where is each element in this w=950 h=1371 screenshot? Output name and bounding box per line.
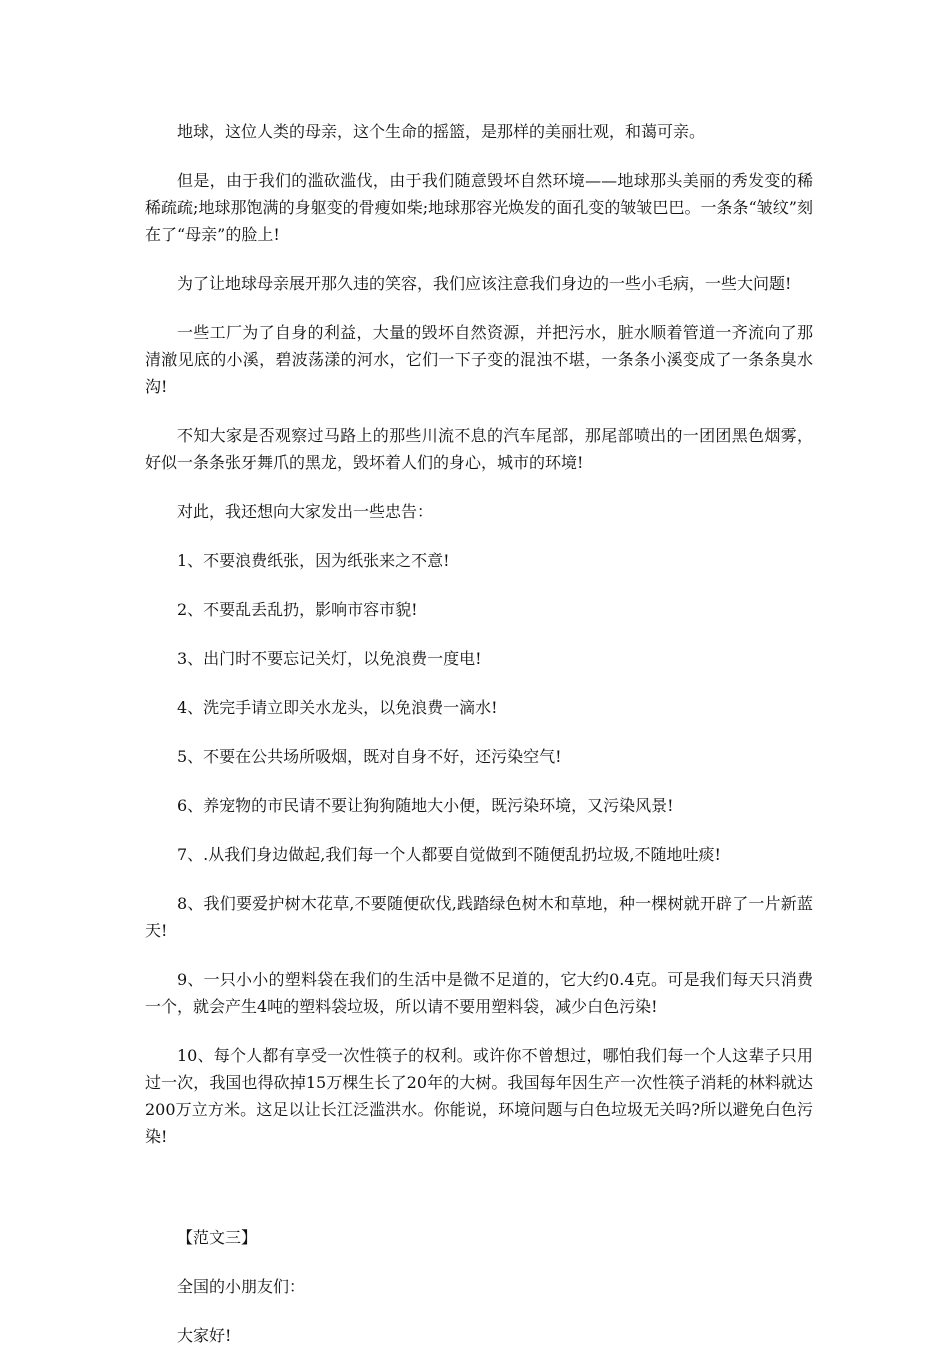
paragraph-earth-damage: 但是，由于我们的滥砍滥伐，由于我们随意毁坏自然环境——地球那头美丽的秀发变的稀稀疏疏;地球那饱满的身躯变的骨瘦如柴;地球那容光焕发的面孔变的皱皱巴巴。一条条“皱纹”刻在了“母亲”的脸上! — [145, 171, 813, 244]
advice-item-5: 5、不要在公共场所吸烟，既对自身不好，还污染空气! — [177, 747, 562, 766]
advice-item-9: 9、一只小小的塑料袋在我们的生活中是微不足道的，它大约0.4克。可是我们每天只消费一个，就会产生4吨的塑料袋垃圾，所以请不要用塑料袋，减少白色污染! — [145, 970, 813, 1016]
advice-item-2: 2、不要乱丢乱扔，影响市容市貌! — [177, 600, 418, 619]
salutation-line: 大家好! — [177, 1326, 232, 1345]
paragraph-factory-pollution: 一些工厂为了自身的利益，大量的毁坏自然资源，并把污水，脏水顺着管道一齐流向了那清澈见底的小溪，碧波荡漾的河水，它们一下子变的混浊不堪，一条条小溪变成了一条条臭水沟! — [145, 323, 813, 396]
greeting-line: 全国的小朋友们： — [177, 1277, 306, 1296]
document-body — [145, 118, 813, 1371]
paragraph-smile-again: 为了让地球母亲展开那久违的笑容，我们应该注意我们身边的一些小毛病，一些大问题! — [177, 274, 792, 293]
advice-item-7: 7、.从我们身边做起,我们每一个人都要自觉做到不随便乱扔垃圾,不随地吐痰! — [177, 845, 721, 864]
paragraph-car-exhaust: 不知大家是否观察过马路上的那些川流不息的汽车尾部，那尾部喷出的一团团黑色烟雾，好似一条条张牙舞爪的黑龙，毁坏着人们的身心，城市的环境! — [145, 426, 813, 472]
advice-item-1: 1、不要浪费纸张，因为纸张来之不意! — [177, 551, 450, 570]
advice-item-6: 6、养宠物的市民请不要让狗狗随地大小便，既污染环境，又污染风景! — [177, 796, 674, 815]
advice-item-10: 10、每个人都有享受一次性筷子的权利。或许你不曾想过，哪怕我们每一个人这辈子只用过一次，我国也得砍掉15万棵生长了20年的大树。我国每年因生产一次性筷子消耗的林料就达200万立方米。这足以让长江泛滥洪水。你能说，环境问题与白色垃圾无关吗?所以避免白色污染! — [145, 1046, 813, 1146]
paragraph-advice-intro: 对此，我还想向大家发出一些忠告： — [177, 502, 434, 521]
section-heading: 【范文三】 — [177, 1228, 258, 1247]
paragraph-earth-intro: 地球，这位人类的母亲，这个生命的摇篮，是那样的美丽壮观，和蔼可亲。 — [177, 122, 706, 141]
advice-item-3: 3、出门时不要忘记关灯，以免浪费一度电! — [177, 649, 482, 668]
section-gap — [145, 1172, 813, 1224]
advice-item-4: 4、洗完手请立即关水龙头，以免浪费一滴水! — [177, 698, 498, 717]
advice-item-8: 8、我们要爱护树木花草,不要随便砍伐,践踏绿色树木和草地，种一棵树就开辟了一片新蓝天! — [145, 894, 813, 940]
